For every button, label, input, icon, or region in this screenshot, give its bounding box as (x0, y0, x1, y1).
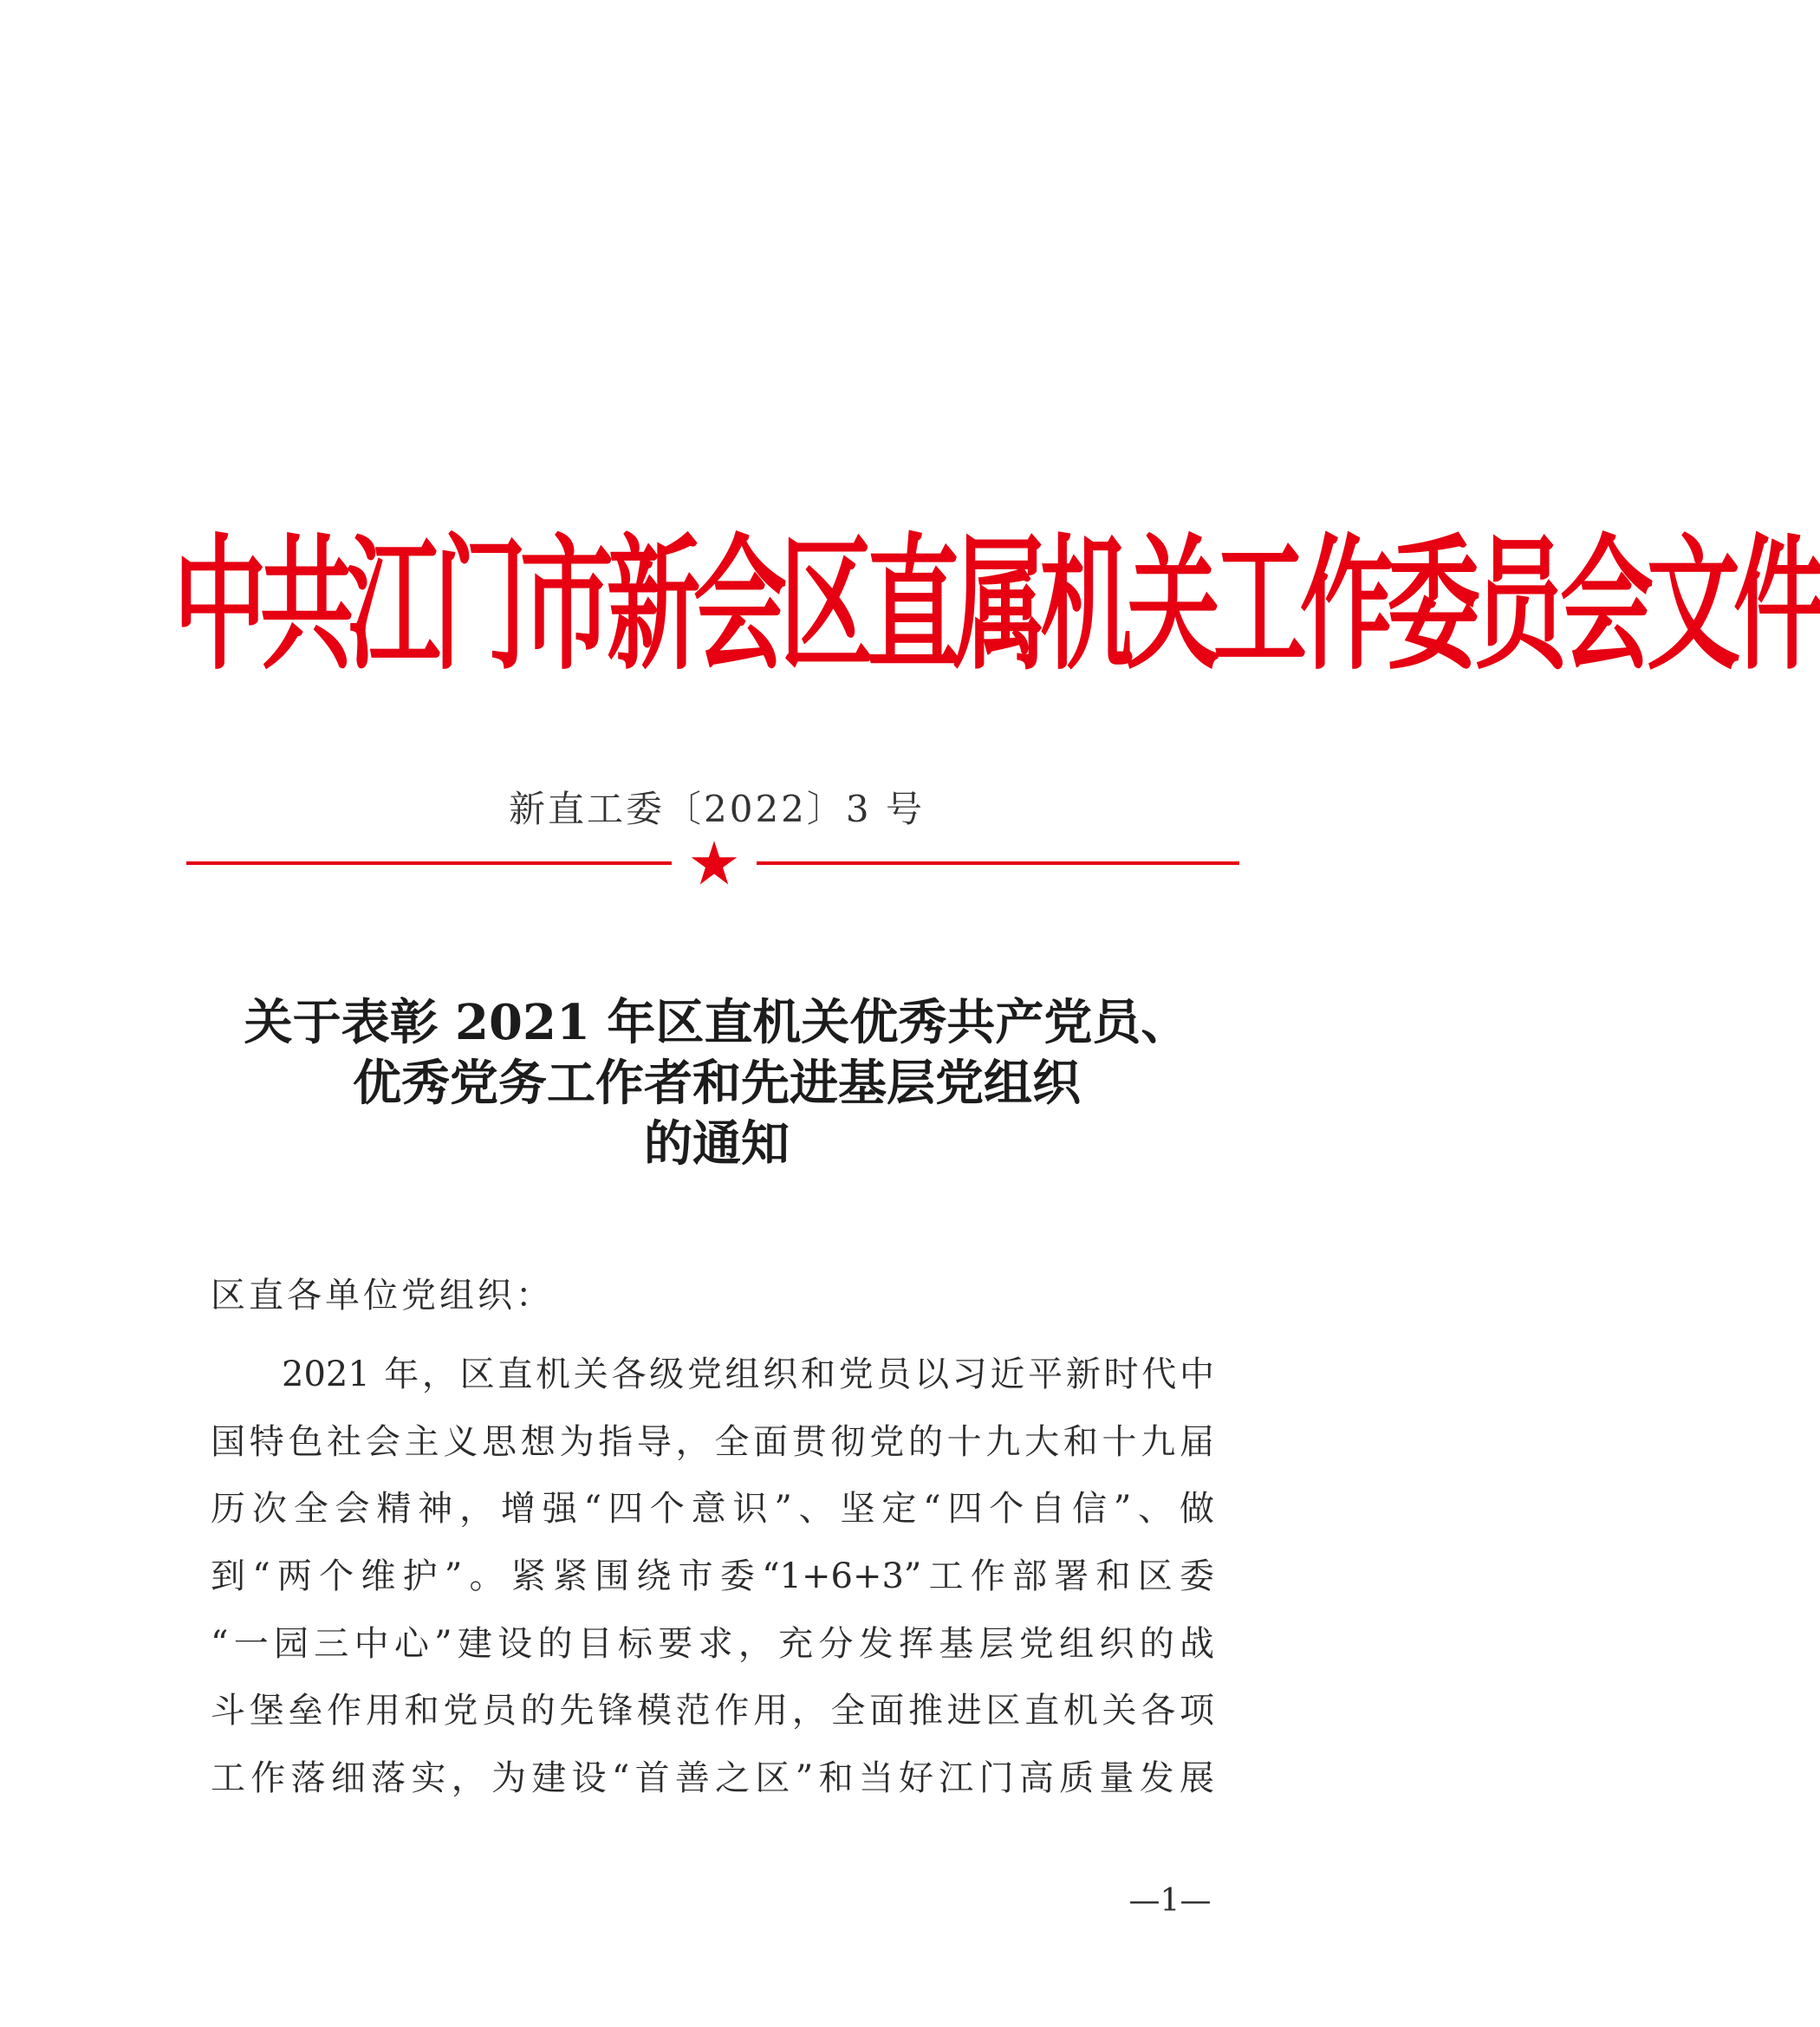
title-line: 关于表彰 2021 年区直机关优秀共产党员、 (244, 994, 1190, 1051)
body-line: 国特色社会主义思想为指导，全面贯彻党的十九大和十九届 (211, 1421, 1214, 1462)
page-number: —1— (1128, 1883, 1212, 1919)
red-divider-left (186, 861, 672, 865)
body-line: 到“两个维护”。紧紧围绕市委“1+6+3”工作部署和区委 (211, 1556, 1214, 1597)
salutation: 区直各单位党组织： (211, 1276, 554, 1316)
body-line: “一园三中心”建设的目标要求，充分发挥基层党组织的战 (211, 1623, 1214, 1664)
body-line: 2021 年，区直机关各级党组织和党员以习近平新时代中 (282, 1355, 1214, 1394)
body-line: 斗堡垒作用和党员的先锋模范作用，全面推进区直机关各项 (211, 1691, 1214, 1731)
title-line: 优秀党务工作者和先进基层党组织 (353, 1055, 1081, 1112)
red-divider-right (757, 861, 1239, 865)
title-line: 的通知 (644, 1115, 790, 1173)
body-line: 历次全会精神，增强“四个意识”、坚定“四个自信”、做 (211, 1489, 1214, 1530)
document-title (0, 992, 1433, 1174)
star-icon (690, 839, 738, 887)
body-line: 工作落细落实，为建设“首善之区”和当好江门高质量发展 (211, 1758, 1214, 1799)
masthead-title: 中共江门市新会区直属机关工作委员会文件 (173, 521, 1820, 691)
document-number: 新直工委〔2022〕3 号 (509, 788, 925, 830)
body-paragraph (211, 1342, 1214, 1813)
